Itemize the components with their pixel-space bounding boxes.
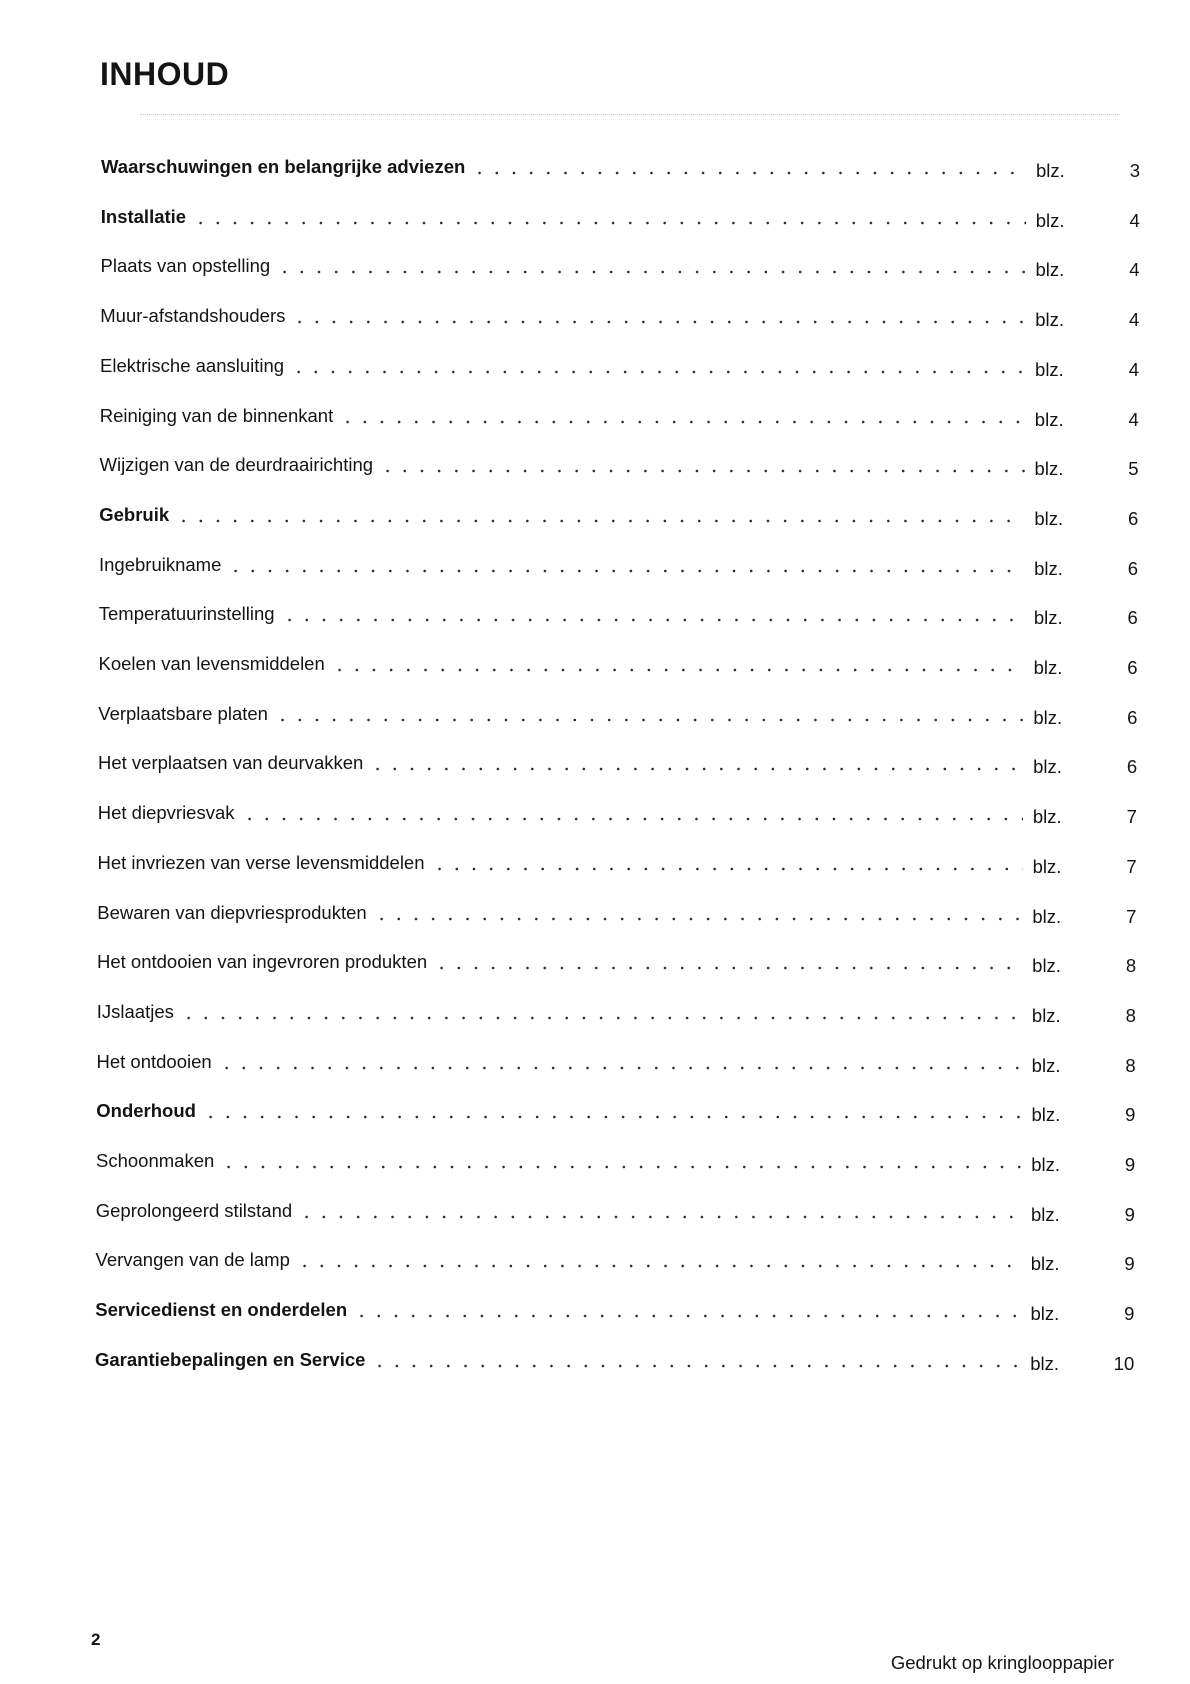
toc-entry-page-prefix: blz. bbox=[1034, 408, 1064, 430]
dot-leader bbox=[433, 966, 1022, 970]
toc-entry[interactable] bbox=[98, 744, 1138, 778]
toc-entry-label: Het ontdooien bbox=[96, 1050, 212, 1072]
toc-entry-page-number: 8 bbox=[1125, 955, 1137, 977]
toc-entry-page-number: 10 bbox=[1113, 1352, 1135, 1374]
toc-entry[interactable] bbox=[96, 1092, 1136, 1126]
toc-entry[interactable] bbox=[96, 1043, 1136, 1076]
toc-entry-page-number: 9 bbox=[1125, 1104, 1136, 1126]
toc-entry[interactable] bbox=[98, 645, 1138, 678]
toc-entry[interactable] bbox=[99, 397, 1139, 430]
toc-entry-page-prefix: blz. bbox=[1036, 160, 1065, 181]
toc-entry-label: Ingebruikname bbox=[99, 553, 222, 575]
footer-note: Gedrukt op kringlooppapier bbox=[890, 1652, 1114, 1673]
toc-entry-page-number: 6 bbox=[1127, 607, 1138, 629]
toc-entry-label: Plaats van opstelling bbox=[100, 255, 271, 277]
toc-entry-label: Waarschuwingen en belangrijke adviezen bbox=[101, 156, 466, 177]
toc-entry-page-number: 3 bbox=[1129, 160, 1140, 181]
toc-entry-page-prefix: blz. bbox=[1033, 756, 1062, 778]
toc-entry[interactable] bbox=[100, 198, 1140, 231]
toc-entry-label: Verplaatsbare platen bbox=[98, 702, 268, 724]
toc-entry[interactable] bbox=[97, 794, 1137, 828]
dot-leader bbox=[274, 718, 1023, 722]
toc-entry[interactable] bbox=[99, 496, 1139, 529]
toc-entry[interactable] bbox=[96, 1142, 1136, 1175]
toc-entry-page-number: 8 bbox=[1125, 1004, 1136, 1026]
toc-entry-label: Het diepvriesvak bbox=[97, 802, 235, 824]
dot-leader bbox=[331, 668, 1024, 672]
toc-entry-page-number: 6 bbox=[1128, 507, 1139, 529]
toc-entry-label: Servicedienst en onderdelen bbox=[95, 1299, 348, 1321]
toc-entry[interactable] bbox=[99, 546, 1139, 579]
toc-entry[interactable] bbox=[95, 1241, 1135, 1275]
toc-entry-label: Gebruik bbox=[99, 503, 170, 525]
toc-entry-page-number: 6 bbox=[1127, 557, 1139, 579]
dot-leader bbox=[180, 1016, 1022, 1020]
toc-entry-page-prefix: blz. bbox=[1031, 1154, 1060, 1175]
toc-entry-page-number: 6 bbox=[1126, 756, 1138, 778]
toc-entry-page-number: 4 bbox=[1128, 309, 1140, 331]
toc-entry-page-number: 4 bbox=[1129, 209, 1140, 231]
toc-entry[interactable] bbox=[97, 943, 1137, 977]
toc-entry-page-prefix: blz. bbox=[1030, 1303, 1060, 1325]
dot-leader bbox=[276, 270, 1025, 274]
toc-entry-page-prefix: blz. bbox=[1031, 1004, 1061, 1026]
toc-entry-page-prefix: blz. bbox=[1030, 1352, 1060, 1374]
toc-entry-page-number: 7 bbox=[1126, 806, 1137, 828]
dot-leader bbox=[175, 519, 1024, 523]
toc-entry-page-number: 6 bbox=[1127, 706, 1138, 728]
dot-leader bbox=[371, 1364, 1020, 1368]
dot-leader bbox=[353, 1314, 1020, 1318]
dot-leader bbox=[220, 1165, 1021, 1169]
toc-entry-page-prefix: blz. bbox=[1034, 507, 1064, 529]
toc-entry[interactable] bbox=[99, 446, 1139, 480]
toc-entry-page-number: 7 bbox=[1126, 855, 1137, 877]
page-number: 2 bbox=[91, 1630, 101, 1649]
toc-entry-page-prefix: blz. bbox=[1033, 607, 1063, 629]
toc-entry-page-number: 9 bbox=[1124, 1154, 1136, 1175]
toc-entry-page-number: 9 bbox=[1124, 1203, 1135, 1225]
toc-entry-page-prefix: blz. bbox=[1033, 706, 1063, 728]
dot-leader bbox=[218, 1066, 1022, 1070]
toc-entry-label: Het invriezen van verse levensmiddelen bbox=[97, 851, 425, 873]
toc-entry[interactable] bbox=[101, 148, 1140, 181]
toc-entry-label: Bewaren van diepvriesprodukten bbox=[97, 901, 367, 923]
toc-entry-page-prefix: blz. bbox=[1034, 557, 1063, 579]
toc-entry[interactable] bbox=[95, 1291, 1135, 1325]
dot-leader bbox=[379, 469, 1025, 473]
toc-entry-page-prefix: blz. bbox=[1032, 905, 1062, 927]
dot-leader bbox=[192, 221, 1026, 225]
toc-entry-label: Vervangen van de lamp bbox=[95, 1249, 290, 1271]
toc-entry[interactable] bbox=[97, 894, 1137, 927]
toc-entry[interactable] bbox=[98, 595, 1138, 629]
toc-entry-label: IJslaatjes bbox=[96, 1000, 174, 1022]
toc-entry-page-number: 4 bbox=[1129, 259, 1140, 281]
toc-entry-page-number: 9 bbox=[1124, 1303, 1135, 1325]
toc-entry-page-prefix: blz. bbox=[1033, 657, 1063, 678]
toc-entry-label: Wijzigen van de deurdraairichting bbox=[99, 454, 374, 476]
toc-entry-page-number: 7 bbox=[1126, 905, 1137, 927]
toc-entry-page-number: 8 bbox=[1125, 1054, 1136, 1076]
toc-entry-page-number: 4 bbox=[1128, 358, 1140, 380]
dot-leader bbox=[296, 1264, 1021, 1268]
toc-entry-page-prefix: blz. bbox=[1031, 1054, 1061, 1076]
toc-entry-page-prefix: blz. bbox=[1032, 806, 1062, 828]
toc-entry-page-prefix: blz. bbox=[1030, 1203, 1060, 1225]
toc-entry-label: Onderhoud bbox=[96, 1100, 196, 1122]
title-divider bbox=[140, 114, 1120, 115]
toc-entry-label: Elektrische aansluiting bbox=[100, 354, 285, 376]
toc-entry[interactable] bbox=[100, 297, 1140, 331]
toc-entry-page-number: 5 bbox=[1128, 458, 1139, 480]
toc-entry-page-prefix: blz. bbox=[1035, 259, 1065, 281]
toc-entry-page-prefix: blz. bbox=[1035, 358, 1064, 380]
toc-entry-page-prefix: blz. bbox=[1032, 855, 1062, 877]
toc-entry-label: Muur-afstandshouders bbox=[100, 305, 286, 327]
toc-entry-label: Reiniging van de binnenkant bbox=[99, 404, 334, 426]
page-title: INHOUD bbox=[100, 56, 230, 92]
toc-entry-page-prefix: blz. bbox=[1035, 309, 1065, 331]
dot-leader bbox=[298, 1215, 1021, 1219]
toc-entry[interactable] bbox=[98, 695, 1138, 728]
toc-entry-page-prefix: blz. bbox=[1032, 955, 1061, 977]
dot-leader bbox=[290, 370, 1025, 374]
toc-entry[interactable] bbox=[96, 993, 1136, 1026]
dot-leader bbox=[291, 320, 1025, 324]
dot-leader bbox=[241, 817, 1023, 821]
toc-entry-label: Koelen van levensmiddelen bbox=[98, 653, 325, 674]
toc-entry-page-number: 9 bbox=[1124, 1253, 1135, 1275]
dot-leader bbox=[202, 1115, 1022, 1119]
dot-leader bbox=[373, 917, 1023, 921]
toc-entry[interactable] bbox=[100, 347, 1140, 380]
toc-entry[interactable] bbox=[95, 1192, 1135, 1225]
toc-entry[interactable] bbox=[100, 247, 1140, 281]
toc-entry-label: Het verplaatsen van deurvakken bbox=[98, 752, 364, 774]
toc-entry[interactable] bbox=[97, 844, 1137, 877]
toc-entry-page-prefix: blz. bbox=[1035, 209, 1065, 231]
dot-leader bbox=[281, 618, 1024, 622]
dot-leader bbox=[339, 420, 1025, 424]
toc-entry-label: Schoonmaken bbox=[96, 1150, 215, 1171]
toc-entry[interactable] bbox=[95, 1341, 1135, 1374]
toc-entry-label: Garantiebepalingen en Service bbox=[95, 1348, 366, 1370]
dot-leader bbox=[227, 569, 1024, 573]
toc-entry-label: Het ontdooien van ingevroren produkten bbox=[97, 951, 428, 973]
toc-entry-page-number: 6 bbox=[1127, 657, 1138, 678]
toc-entry-page-prefix: blz. bbox=[1034, 458, 1064, 480]
toc-entry-label: Geprolongeerd stilstand bbox=[95, 1199, 293, 1221]
dot-leader bbox=[431, 867, 1023, 871]
toc-entry-page-number: 4 bbox=[1128, 408, 1139, 430]
toc-entry-label: Installatie bbox=[100, 205, 187, 227]
toc-entry-label: Temperatuurinstelling bbox=[98, 603, 275, 625]
dot-leader bbox=[471, 171, 1026, 175]
toc-entry-page-prefix: blz. bbox=[1031, 1104, 1061, 1126]
toc-entry-page-prefix: blz. bbox=[1030, 1253, 1060, 1275]
dot-leader bbox=[369, 767, 1023, 771]
